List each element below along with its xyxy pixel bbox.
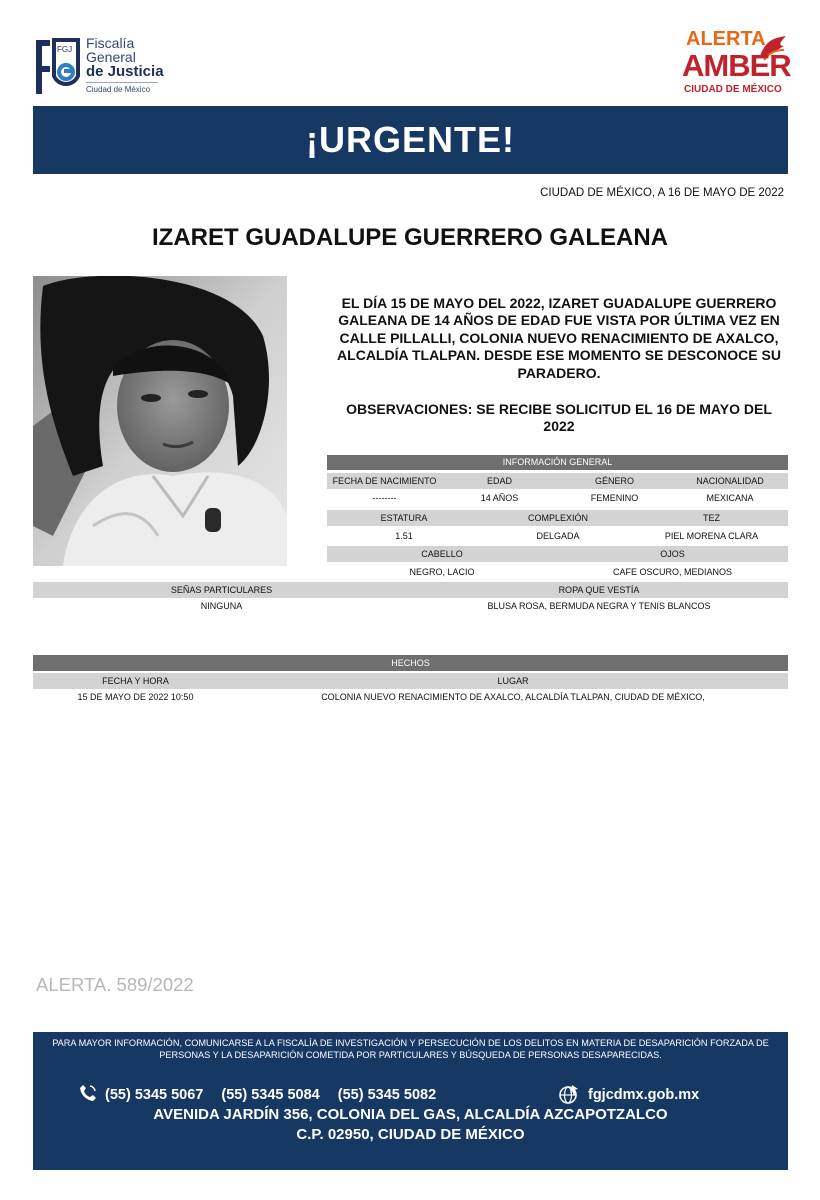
footer-contact (33, 1032, 788, 1170)
urgent-banner: ¡URGENTE! (33, 106, 788, 174)
phone-2[interactable]: (55) 5345 5084 (221, 1087, 320, 1103)
amber-line2: AMBER (682, 48, 791, 83)
header-place: LUGAR (497, 676, 529, 686)
amber-line1: ALERTA (686, 28, 766, 50)
header-skin: TEZ (703, 513, 720, 523)
alerta-amber-logo (680, 28, 792, 102)
general-info-row1-header (327, 473, 788, 489)
description-text: EL DÍA 15 DE MAYO DEL 2022, IZARET GUADALUPE GUERRERO GALEANA DE 14 AÑOS DE EDAD FUE VISTA POR ÚLTIMA VEZ EN CALLE PILLALLI, COLONIA NUEVO RENACIMIENTO DE AXALCO, ALCALDÍA TLALPAN. DESDE ESE MOMENTO SE DESCONOCE SU PARADERO. (337, 295, 781, 381)
header-datetime: FECHA Y HORA (102, 676, 169, 686)
value-eyes: CAFE OSCURO, MEDIANOS (612, 567, 732, 577)
value-birthdate: -------- (372, 493, 397, 503)
fgj-shield-icon (34, 36, 80, 98)
value-age: 14 AÑOS (480, 493, 519, 503)
fgj-line4: Ciudad de México (86, 82, 158, 94)
header-nationality: NACIONALIDAD (696, 476, 764, 486)
general-info-row4-header (33, 582, 788, 598)
address-line2: C.P. 02950, CIUDAD DE MÉXICO (296, 1126, 525, 1143)
value-nationality: MEXICANA (706, 493, 754, 503)
header-birthdate: FECHA DE NACIMIENTO (332, 476, 437, 486)
alert-number: ALERTA. 589/2022 (36, 974, 194, 995)
person-name: IZARET GUADALUPE GUERRERO GALEANA (151, 224, 668, 251)
fgj-wordmark (86, 36, 186, 94)
date-line: CIUDAD DE MÉXICO, A 16 DE MAYO DE 2022 (540, 187, 784, 199)
amber-line3: CIUDAD DE MÉXICO (684, 84, 782, 95)
fgj-line1: Fiscalía (86, 35, 135, 51)
value-build: DELGADA (536, 531, 580, 541)
phone-1[interactable]: (55) 5345 5067 (105, 1087, 204, 1103)
address-line1: AVENIDA JARDÍN 356, COLONIA DEL GAS, ALCALDÍA AZCAPOTZALCO (153, 1106, 668, 1123)
value-clothing: BLUSA ROSA, BERMUDA NEGRA Y TENIS BLANCOS (487, 601, 711, 611)
header-hair: CABELLO (421, 549, 463, 559)
missing-person-photo (33, 276, 287, 566)
website-link[interactable]: fgjcdmx.gob.mx (588, 1087, 700, 1103)
value-datetime: 15 DE MAYO DE 2022 10:50 (77, 692, 194, 702)
header-marks: SEÑAS PARTICULARES (170, 585, 273, 595)
value-marks: NINGUNA (200, 601, 243, 611)
header-gender: GÉNERO (594, 476, 634, 486)
general-info-row2-header (327, 510, 788, 526)
general-info-row3-header (327, 546, 788, 562)
general-info-title: INFORMACIÓN GENERAL (327, 455, 788, 470)
fgj-mark-text: FGJ (57, 45, 73, 54)
facts-header (33, 673, 788, 689)
phone-3[interactable]: (55) 5345 5082 (337, 1087, 437, 1103)
value-gender: FEMENINO (590, 493, 639, 503)
header-clothing: ROPA QUE VESTÍA (558, 585, 640, 595)
phone-numbers (79, 1087, 436, 1103)
header-build: COMPLEXIÓN (527, 513, 588, 523)
header-eyes: OJOS (660, 549, 685, 559)
footer-note: PARA MAYOR INFORMACIÓN, COMUNICARSE A LA FISCALÍA DE INVESTIGACIÓN Y PERSECUCIÓN DE LOS DELITOS EN MATERIA DE DESAPARICIÓN FORZADA DE PERSONAS Y LA DESAPARICIÓN COMETIDA POR PARTICULARES Y BÚSQUEDA DE PERSONAS DESAPARECIDAS. (52, 1038, 769, 1060)
fgj-logo (34, 34, 174, 102)
header-age: EDAD (486, 476, 512, 486)
facts-title: HECHOS (33, 655, 788, 671)
header-height: ESTATURA (380, 513, 428, 523)
fgj-line3: de Justicia (86, 63, 164, 80)
value-hair: NEGRO, LACIO (409, 567, 475, 577)
fgj-line2: General (86, 49, 136, 65)
footer-address (33, 1105, 788, 1145)
globe-icon (558, 1083, 580, 1105)
observations-text: OBSERVACIONES: SE RECIBE SOLICITUD EL 16 DE MAYO DEL 2022 (346, 401, 772, 435)
value-place: COLONIA NUEVO RENACIMIENTO DE AXALCO, ALCALDÍA TLALPAN, CIUDAD DE MÉXICO, (321, 692, 705, 702)
value-skin: PIEL MORENA CLARA (664, 531, 759, 541)
value-height: 1.51 (395, 531, 413, 541)
